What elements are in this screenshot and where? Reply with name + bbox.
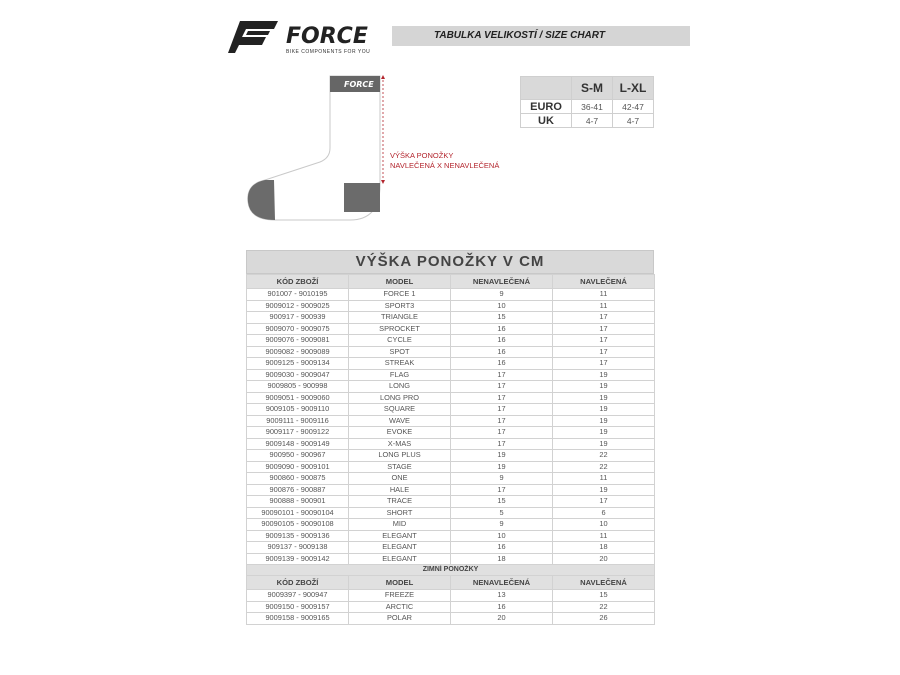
- table-row: [247, 346, 655, 358]
- table-cell: 9: [451, 289, 553, 301]
- table-cell: 9009012 - 9009025: [247, 300, 349, 312]
- table-row: [247, 519, 655, 531]
- sock-heel: [344, 183, 380, 212]
- table-row: [247, 392, 655, 404]
- table-cell: 90090105 - 90090108: [247, 519, 349, 531]
- table-cell: TRIANGLE: [349, 312, 451, 324]
- table-cell: 16: [451, 601, 553, 613]
- size-cell: 42-47: [613, 100, 654, 114]
- size-cell: 4-7: [613, 114, 654, 128]
- table-cell: 11: [553, 473, 655, 485]
- winter-header-row: [247, 576, 655, 590]
- table-cell: ARCTIC: [349, 601, 451, 613]
- sock-label-line2: NAVLEČENÁ X NENAVLEČENÁ: [390, 161, 500, 170]
- table-row: [247, 300, 655, 312]
- table-cell: 17: [553, 496, 655, 508]
- table-cell: 19: [553, 404, 655, 416]
- table-cell: 16: [451, 346, 553, 358]
- page-title: TABULKA VELIKOSTÍ / SIZE CHART: [434, 30, 605, 41]
- table-cell: 18: [553, 542, 655, 554]
- table-cell: 18: [451, 553, 553, 565]
- sock-height-label: [390, 151, 499, 171]
- table-cell: 19: [553, 484, 655, 496]
- table-row: [247, 404, 655, 416]
- table-cell: 90090101 - 90090104: [247, 507, 349, 519]
- table-cell: SPORT3: [349, 300, 451, 312]
- table-row: [247, 542, 655, 554]
- logo-text: FORCE: [286, 24, 368, 49]
- table-cell: 17: [553, 335, 655, 347]
- table-row: [247, 613, 655, 625]
- size-cell: 4-7: [572, 114, 613, 128]
- size-chart-corner: [521, 77, 572, 100]
- table-cell: 19: [553, 415, 655, 427]
- table-cell: 11: [553, 289, 655, 301]
- table-cell: LONG PLUS: [349, 450, 451, 462]
- table-cell: 9009397 - 900947: [247, 590, 349, 602]
- table-cell: MODEL: [349, 576, 451, 590]
- table-cell: 15: [553, 590, 655, 602]
- sock-label-line1: VÝŠKA PONOŽKY: [390, 151, 454, 160]
- table-header-row: [247, 275, 655, 289]
- table-cell: 11: [553, 530, 655, 542]
- winter-section-row: [247, 565, 655, 576]
- table-cell: LONG PRO: [349, 392, 451, 404]
- table-cell: TRACE: [349, 496, 451, 508]
- table-row: [247, 335, 655, 347]
- table-cell: FORCE 1: [349, 289, 451, 301]
- table-row: [247, 381, 655, 393]
- table-row: [247, 438, 655, 450]
- sock-height-table: [246, 250, 654, 625]
- table-cell: MODEL: [349, 275, 451, 289]
- table-cell: EVOKE: [349, 427, 451, 439]
- force-logo: [228, 18, 390, 60]
- table-cell: ELEGANT: [349, 542, 451, 554]
- table-cell: 901007 - 9010195: [247, 289, 349, 301]
- table-cell: 17: [451, 369, 553, 381]
- table-cell: 19: [553, 369, 655, 381]
- table-cell: SPROCKET: [349, 323, 451, 335]
- size-col-lxl: L-XL: [613, 77, 654, 100]
- table-row: [247, 553, 655, 565]
- table-cell: 9009090 - 9009101: [247, 461, 349, 473]
- table-cell: 16: [451, 358, 553, 370]
- table-cell: 9009805 - 900998: [247, 381, 349, 393]
- table-cell: ONE: [349, 473, 451, 485]
- table-cell: FREEZE: [349, 590, 451, 602]
- table-cell: 9009105 - 9009110: [247, 404, 349, 416]
- table-row: [247, 484, 655, 496]
- table-cell: ELEGANT: [349, 530, 451, 542]
- table-cell: CYCLE: [349, 335, 451, 347]
- table-cell: KÓD ZBOŽÍ: [247, 576, 349, 590]
- table-row: [247, 289, 655, 301]
- table-cell: 6: [553, 507, 655, 519]
- table-cell: 17: [553, 312, 655, 324]
- table-cell: 17: [451, 404, 553, 416]
- table-cell: 22: [553, 601, 655, 613]
- table-cell: KÓD ZBOŽÍ: [247, 275, 349, 289]
- table-cell: 16: [451, 542, 553, 554]
- table-cell: SQUARE: [349, 404, 451, 416]
- table-cell: 9009117 - 9009122: [247, 427, 349, 439]
- table-cell: 9009070 - 9009075: [247, 323, 349, 335]
- table-cell: WAVE: [349, 415, 451, 427]
- table-cell: 16: [451, 335, 553, 347]
- size-row-label-uk: UK: [521, 114, 572, 128]
- table-cell: STAGE: [349, 461, 451, 473]
- table-cell: 17: [553, 323, 655, 335]
- table-cell: 16: [451, 323, 553, 335]
- table-cell: 17: [553, 346, 655, 358]
- size-row-label-euro: EURO: [521, 100, 572, 114]
- sock-illustration: [240, 70, 390, 235]
- table-row: [247, 461, 655, 473]
- table-cell: 10: [553, 519, 655, 531]
- logo-tagline: BIKE COMPONENTS FOR YOU: [286, 49, 371, 55]
- winter-section-label: ZIMNÍ PONOŽKY: [247, 565, 655, 576]
- size-col-sm: S-M: [572, 77, 613, 100]
- table-cell: MID: [349, 519, 451, 531]
- table-cell: 26: [553, 613, 655, 625]
- table-cell: 9009150 - 9009157: [247, 601, 349, 613]
- table-row: [247, 530, 655, 542]
- table-cell: SHORT: [349, 507, 451, 519]
- table-cell: 17: [451, 381, 553, 393]
- table-cell: 9009135 - 9009136: [247, 530, 349, 542]
- table-row: [247, 507, 655, 519]
- table-cell: 19: [553, 438, 655, 450]
- table-cell: 22: [553, 461, 655, 473]
- sock-brand-label: FORCE: [344, 80, 374, 89]
- table-row: [247, 369, 655, 381]
- table-cell: 17: [451, 484, 553, 496]
- table-cell: 11: [553, 300, 655, 312]
- table-cell: 9009125 - 9009134: [247, 358, 349, 370]
- table-row: [247, 450, 655, 462]
- table-cell: NAVLEČENÁ: [553, 275, 655, 289]
- table-cell: 19: [553, 381, 655, 393]
- table-cell: 9009082 - 9009089: [247, 346, 349, 358]
- table-cell: 9009148 - 9009149: [247, 438, 349, 450]
- table-row: [247, 415, 655, 427]
- size-cell: 36-41: [572, 100, 613, 114]
- table-cell: 15: [451, 312, 553, 324]
- table-row: [247, 601, 655, 613]
- table-cell: 17: [451, 427, 553, 439]
- table-cell: ELEGANT: [349, 553, 451, 565]
- table-cell: 19: [451, 461, 553, 473]
- table-cell: 17: [553, 358, 655, 370]
- table-cell: 900950 - 900967: [247, 450, 349, 462]
- table-cell: 10: [451, 300, 553, 312]
- table-cell: 9009051 - 9009060: [247, 392, 349, 404]
- table-cell: FLAG: [349, 369, 451, 381]
- table-cell: 900917 - 900939: [247, 312, 349, 324]
- table-cell: 20: [553, 553, 655, 565]
- size-chart-table: [520, 76, 654, 128]
- table-row: [247, 496, 655, 508]
- table-cell: 9009158 - 9009165: [247, 613, 349, 625]
- table-cell: 9009076 - 9009081: [247, 335, 349, 347]
- table-cell: STREAK: [349, 358, 451, 370]
- table-row: [247, 312, 655, 324]
- table-cell: NAVLEČENÁ: [553, 576, 655, 590]
- table-cell: 900876 - 900887: [247, 484, 349, 496]
- table-cell: 900888 - 900901: [247, 496, 349, 508]
- table-cell: 9009111 - 9009116: [247, 415, 349, 427]
- table-cell: 9: [451, 519, 553, 531]
- table-cell: 10: [451, 530, 553, 542]
- table-cell: 9: [451, 473, 553, 485]
- table-cell: 909137 - 9009138: [247, 542, 349, 554]
- table-cell: 19: [451, 450, 553, 462]
- force-logo-mark-icon: [228, 20, 280, 54]
- table-row: [247, 473, 655, 485]
- table-cell: SPOT: [349, 346, 451, 358]
- table-cell: 19: [553, 427, 655, 439]
- table-row: [247, 323, 655, 335]
- table-cell: 9009030 - 9009047: [247, 369, 349, 381]
- table-cell: 20: [451, 613, 553, 625]
- table-cell: 17: [451, 415, 553, 427]
- table-cell: 17: [451, 438, 553, 450]
- table-cell: LONG: [349, 381, 451, 393]
- table-cell: 5: [451, 507, 553, 519]
- table-cell: 22: [553, 450, 655, 462]
- table-cell: 900860 - 900875: [247, 473, 349, 485]
- table-cell: X-MAS: [349, 438, 451, 450]
- table-cell: POLAR: [349, 613, 451, 625]
- table-cell: 15: [451, 496, 553, 508]
- table-cell: 19: [553, 392, 655, 404]
- table-cell: 17: [451, 392, 553, 404]
- table-cell: 13: [451, 590, 553, 602]
- table-cell: 9009139 - 9009142: [247, 553, 349, 565]
- table-cell: NENAVLEČENÁ: [451, 576, 553, 590]
- table-row: [247, 590, 655, 602]
- sock-height-grid: [246, 274, 655, 625]
- table-title: VÝŠKA PONOŽKY V CM: [246, 250, 654, 274]
- table-row: [247, 427, 655, 439]
- table-cell: HALE: [349, 484, 451, 496]
- table-row: [247, 358, 655, 370]
- table-cell: NENAVLEČENÁ: [451, 275, 553, 289]
